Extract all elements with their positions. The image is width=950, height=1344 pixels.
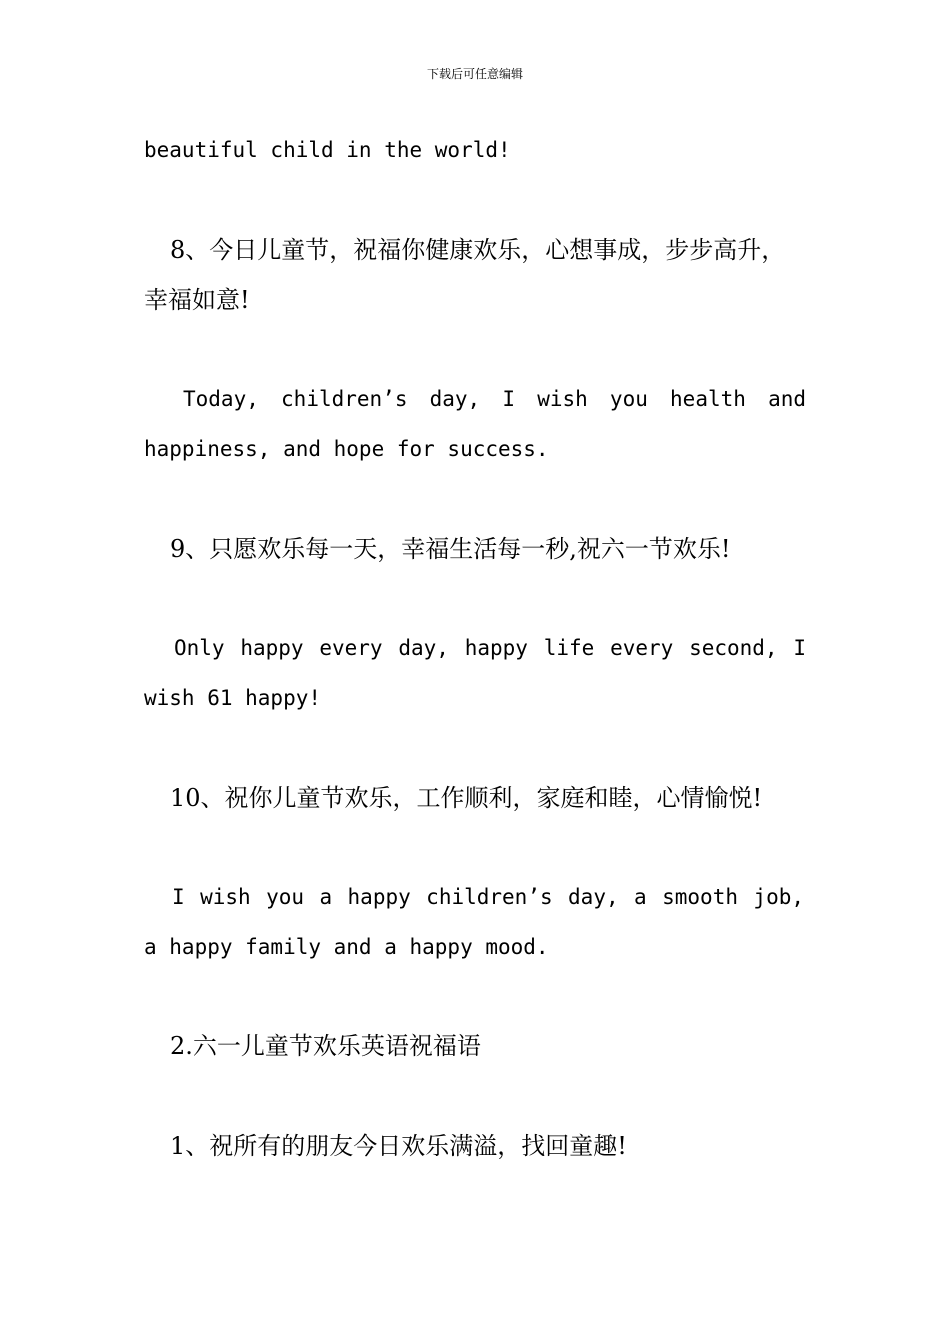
section-heading: 2.六一儿童节欢乐英语祝福语 [170,1032,481,1060]
text-line: wish 61 happy! [144,686,322,710]
paragraph-item-9: 9、只愿欢乐每一天，幸福生活每一秒,祝六一节欢乐! [170,535,731,563]
page-header: 下载后可任意编辑 [426,67,523,81]
text-line: 幸福如意! [144,286,250,314]
text-line: a happy family and a happy mood. [144,935,549,959]
paragraph-item-8: 8、今日儿童节，祝福你健康欢乐，心想事成，步步高升， [170,236,786,264]
paragraph-item-10: 10、祝你儿童节欢乐，工作顺利，家庭和睦，心情愉悦! [170,784,763,812]
text-line: Only happy every day, happy life every second, I [174,636,806,660]
text-line: I wish you a happy children’s day, a smooth job, [172,885,804,909]
paragraph-item-1: 1、祝所有的朋友今日欢乐满溢，找回童趣! [170,1132,627,1160]
text-line: beautiful child in the world! [144,138,511,162]
text-line: Today, children’s day, I wish you health and [183,387,806,411]
text-line: happiness, and hope for success. [144,437,549,461]
